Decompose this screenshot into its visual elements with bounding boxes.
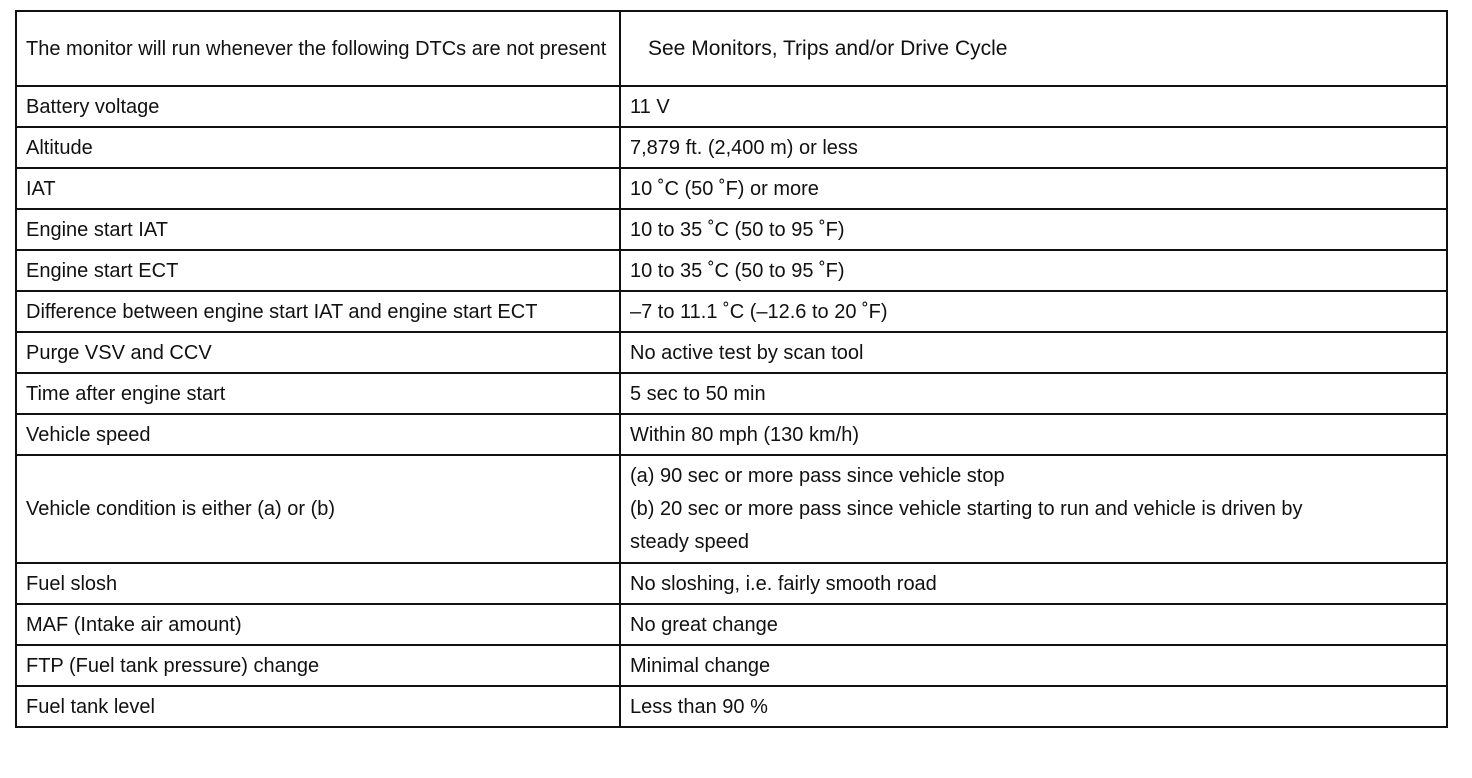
condition-cell: Altitude	[16, 127, 620, 168]
table-row	[16, 127, 1447, 168]
value-cell: Less than 90 %	[620, 686, 1447, 727]
value-cell: 7,879 ft. (2,400 m) or less	[620, 127, 1447, 168]
value-cell: 10 to 35 ˚C (50 to 95 ˚F)	[620, 250, 1447, 291]
table-row	[16, 332, 1447, 373]
condition-cell: Engine start ECT	[16, 250, 620, 291]
condition-cell: Vehicle speed	[16, 414, 620, 455]
condition-cell: Vehicle condition is either (a) or (b)	[16, 455, 620, 563]
table-row	[16, 414, 1447, 455]
value-cell: No sloshing, i.e. fairly smooth road	[620, 563, 1447, 604]
value-cell: 10 to 35 ˚C (50 to 95 ˚F)	[620, 209, 1447, 250]
value-cell: –7 to 11.1 ˚C (–12.6 to 20 ˚F)	[620, 291, 1447, 332]
condition-cell: Battery voltage	[16, 86, 620, 127]
table-row	[16, 209, 1447, 250]
value-cell: 11 V	[620, 86, 1447, 127]
condition-cell: Difference between engine start IAT and engine start ECT	[16, 291, 620, 332]
value-line-b: (b) 20 sec or more pass since vehicle starting to run and vehicle is driven by	[630, 497, 1303, 520]
condition-cell: FTP (Fuel tank pressure) change	[16, 645, 620, 686]
condition-cell: Fuel slosh	[16, 563, 620, 604]
conditions-table	[15, 10, 1448, 728]
condition-cell: MAF (Intake air amount)	[16, 604, 620, 645]
table-row	[16, 373, 1447, 414]
value-cell: No active test by scan tool	[620, 332, 1447, 373]
value-cell: See Monitors, Trips and/or Drive Cycle	[620, 11, 1447, 86]
condition-cell: IAT	[16, 168, 620, 209]
table-row	[16, 455, 1447, 563]
value-line-b-cont: steady speed	[630, 530, 749, 553]
table-row	[16, 11, 1447, 86]
value-cell: Minimal change	[620, 645, 1447, 686]
condition-cell: Engine start IAT	[16, 209, 620, 250]
table-row	[16, 645, 1447, 686]
table-row	[16, 86, 1447, 127]
table-row	[16, 604, 1447, 645]
condition-cell: Time after engine start	[16, 373, 620, 414]
value-cell: Within 80 mph (130 km/h)	[620, 414, 1447, 455]
value-line-a: (a) 90 sec or more pass since vehicle stop	[630, 464, 1005, 487]
value-cell: No great change	[620, 604, 1447, 645]
condition-cell: Purge VSV and CCV	[16, 332, 620, 373]
table-row	[16, 168, 1447, 209]
table-row	[16, 291, 1447, 332]
condition-cell: Fuel tank level	[16, 686, 620, 727]
table-row	[16, 686, 1447, 727]
table-row	[16, 563, 1447, 604]
value-cell: 5 sec to 50 min	[620, 373, 1447, 414]
value-cell	[620, 455, 1447, 563]
table-row	[16, 250, 1447, 291]
condition-cell: The monitor will run whenever the following DTCs are not present	[16, 11, 620, 86]
value-cell: 10 ˚C (50 ˚F) or more	[620, 168, 1447, 209]
